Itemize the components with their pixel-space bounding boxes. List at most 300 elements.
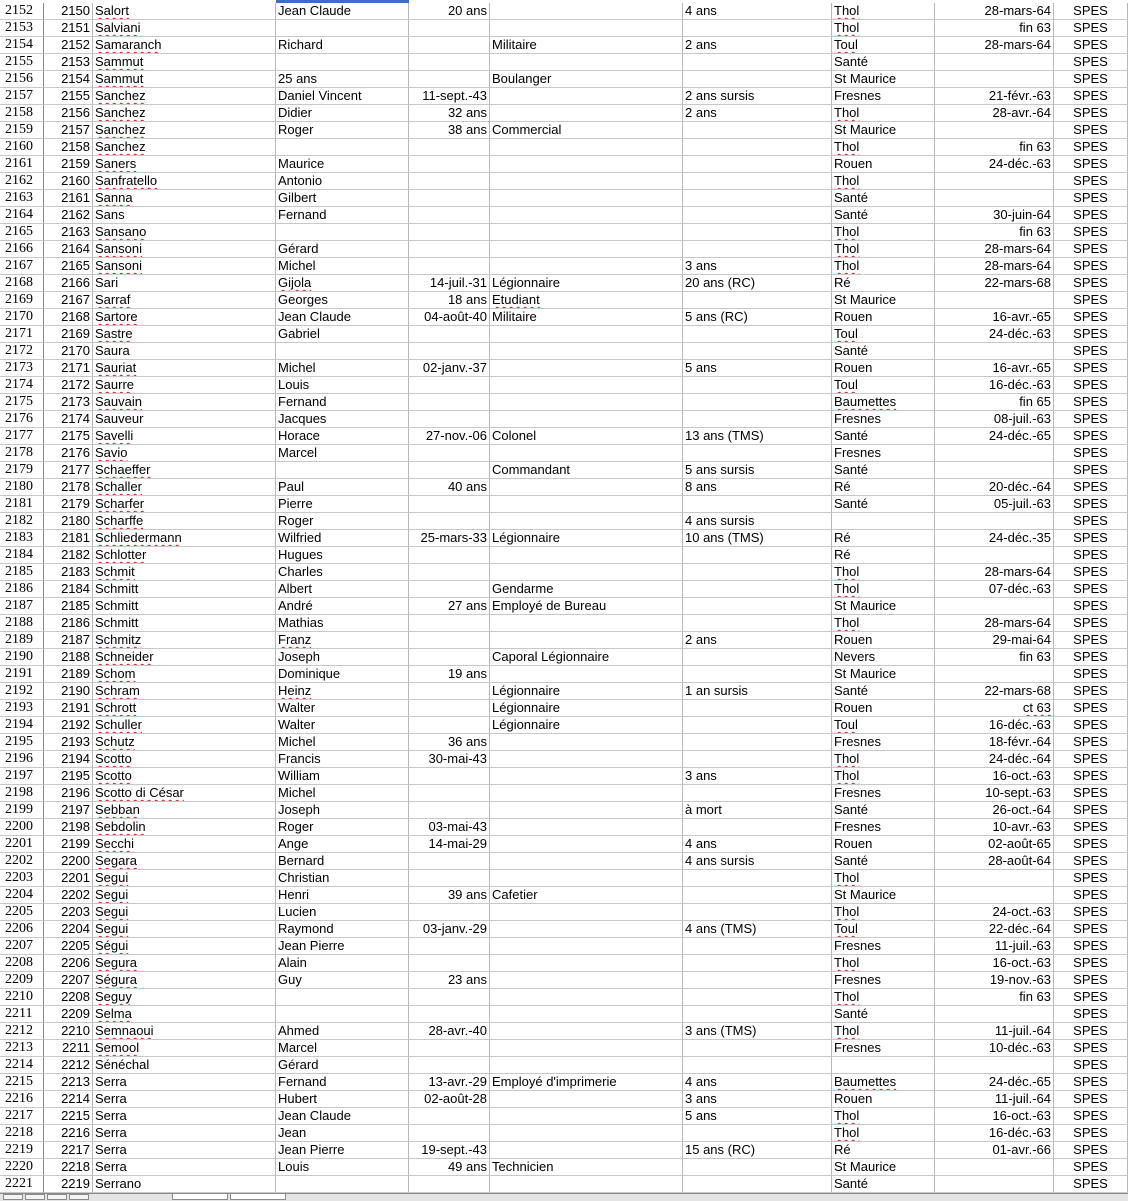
cell-sentence[interactable] xyxy=(683,513,832,530)
cell-prison[interactable] xyxy=(832,870,935,887)
cell-category[interactable] xyxy=(1054,904,1128,921)
cell-firstname[interactable] xyxy=(276,37,409,54)
cell-occupation[interactable] xyxy=(490,411,683,428)
cell-category[interactable] xyxy=(1054,615,1128,632)
cell-id[interactable] xyxy=(44,20,93,37)
cell-id[interactable] xyxy=(44,700,93,717)
cell-release-date[interactable] xyxy=(935,139,1054,156)
cell-release-date[interactable] xyxy=(935,37,1054,54)
cell-occupation[interactable] xyxy=(490,1074,683,1091)
cell-sentence[interactable] xyxy=(683,581,832,598)
cell-date[interactable] xyxy=(409,649,490,666)
cell-surname[interactable] xyxy=(93,547,276,564)
cell-category[interactable] xyxy=(1054,20,1128,37)
cell-category[interactable] xyxy=(1054,938,1128,955)
cell-date[interactable] xyxy=(409,71,490,88)
cell-firstname[interactable] xyxy=(276,921,409,938)
cell-occupation[interactable] xyxy=(490,1108,683,1125)
cell-id[interactable] xyxy=(44,275,93,292)
cell-occupation[interactable] xyxy=(490,1040,683,1057)
cell-date[interactable] xyxy=(409,496,490,513)
cell-release-date[interactable] xyxy=(935,411,1054,428)
cell-firstname[interactable] xyxy=(276,751,409,768)
cell-id[interactable] xyxy=(44,1176,93,1193)
cell-date[interactable] xyxy=(409,156,490,173)
cell-surname[interactable] xyxy=(93,1074,276,1091)
cell-id[interactable] xyxy=(44,258,93,275)
cell-id[interactable] xyxy=(44,479,93,496)
cell-firstname[interactable] xyxy=(276,428,409,445)
cell-surname[interactable] xyxy=(93,513,276,530)
cell-surname[interactable] xyxy=(93,887,276,904)
cell-release-date[interactable] xyxy=(935,88,1054,105)
cell-surname[interactable] xyxy=(93,173,276,190)
cell-surname[interactable] xyxy=(93,428,276,445)
cell-date[interactable] xyxy=(409,309,490,326)
cell-id[interactable] xyxy=(44,649,93,666)
cell-date[interactable] xyxy=(409,1108,490,1125)
cell-sentence[interactable] xyxy=(683,377,832,394)
cell-occupation[interactable] xyxy=(490,751,683,768)
cell-id[interactable] xyxy=(44,1091,93,1108)
cell-release-date[interactable] xyxy=(935,802,1054,819)
cell-occupation[interactable] xyxy=(490,1023,683,1040)
cell-occupation[interactable] xyxy=(490,904,683,921)
cell-occupation[interactable] xyxy=(490,105,683,122)
cell-prison[interactable] xyxy=(832,513,935,530)
cell-date[interactable] xyxy=(409,241,490,258)
cell-category[interactable] xyxy=(1054,955,1128,972)
cell-surname[interactable] xyxy=(93,275,276,292)
cell-prison[interactable] xyxy=(832,1023,935,1040)
cell-id[interactable] xyxy=(44,496,93,513)
cell-occupation[interactable] xyxy=(490,734,683,751)
cell-category[interactable] xyxy=(1054,1142,1128,1159)
cell-occupation[interactable] xyxy=(490,955,683,972)
cell-prison[interactable] xyxy=(832,462,935,479)
prev-sheet-button[interactable] xyxy=(25,1194,45,1200)
cell-firstname[interactable] xyxy=(276,530,409,547)
cell-id[interactable] xyxy=(44,292,93,309)
cell-occupation[interactable] xyxy=(490,1006,683,1023)
cell-firstname[interactable] xyxy=(276,173,409,190)
cell-id[interactable] xyxy=(44,615,93,632)
cell-occupation[interactable] xyxy=(490,989,683,1006)
cell-release-date[interactable] xyxy=(935,343,1054,360)
cell-surname[interactable] xyxy=(93,666,276,683)
cell-surname[interactable] xyxy=(93,921,276,938)
cell-id[interactable] xyxy=(44,955,93,972)
cell-release-date[interactable] xyxy=(935,105,1054,122)
cell-id[interactable] xyxy=(44,972,93,989)
cell-release-date[interactable] xyxy=(935,462,1054,479)
cell-category[interactable] xyxy=(1054,547,1128,564)
cell-firstname[interactable] xyxy=(276,343,409,360)
cell-surname[interactable] xyxy=(93,1142,276,1159)
cell-surname[interactable] xyxy=(93,479,276,496)
cell-category[interactable] xyxy=(1054,802,1128,819)
cell-surname[interactable] xyxy=(93,802,276,819)
cell-firstname[interactable] xyxy=(276,734,409,751)
cell-firstname[interactable] xyxy=(276,1142,409,1159)
cell-prison[interactable] xyxy=(832,1074,935,1091)
cell-date[interactable] xyxy=(409,207,490,224)
cell-id[interactable] xyxy=(44,921,93,938)
cell-release-date[interactable] xyxy=(935,360,1054,377)
cell-date[interactable] xyxy=(409,547,490,564)
cell-id[interactable] xyxy=(44,326,93,343)
cell-release-date[interactable] xyxy=(935,581,1054,598)
cell-prison[interactable] xyxy=(832,1091,935,1108)
cell-category[interactable] xyxy=(1054,71,1128,88)
cell-date[interactable] xyxy=(409,666,490,683)
cell-occupation[interactable] xyxy=(490,343,683,360)
cell-sentence[interactable] xyxy=(683,683,832,700)
cell-surname[interactable] xyxy=(93,955,276,972)
cell-prison[interactable] xyxy=(832,632,935,649)
cell-surname[interactable] xyxy=(93,3,276,20)
cell-release-date[interactable] xyxy=(935,1159,1054,1176)
cell-firstname[interactable] xyxy=(276,955,409,972)
cell-occupation[interactable] xyxy=(490,1159,683,1176)
cell-date[interactable] xyxy=(409,479,490,496)
cell-id[interactable] xyxy=(44,836,93,853)
cell-prison[interactable] xyxy=(832,445,935,462)
cell-surname[interactable] xyxy=(93,1108,276,1125)
next-sheet-button[interactable] xyxy=(47,1194,67,1200)
cell-category[interactable] xyxy=(1054,1125,1128,1142)
cell-sentence[interactable] xyxy=(683,972,832,989)
cell-firstname[interactable] xyxy=(276,632,409,649)
cell-sentence[interactable] xyxy=(683,836,832,853)
cell-release-date[interactable] xyxy=(935,904,1054,921)
cell-surname[interactable] xyxy=(93,989,276,1006)
cell-surname[interactable] xyxy=(93,190,276,207)
cell-occupation[interactable] xyxy=(490,190,683,207)
cell-sentence[interactable] xyxy=(683,904,832,921)
cell-release-date[interactable] xyxy=(935,819,1054,836)
cell-category[interactable] xyxy=(1054,428,1128,445)
cell-sentence[interactable] xyxy=(683,615,832,632)
cell-category[interactable] xyxy=(1054,190,1128,207)
cell-release-date[interactable] xyxy=(935,309,1054,326)
cell-surname[interactable] xyxy=(93,581,276,598)
cell-id[interactable] xyxy=(44,224,93,241)
cell-surname[interactable] xyxy=(93,343,276,360)
cell-surname[interactable] xyxy=(93,377,276,394)
cell-id[interactable] xyxy=(44,173,93,190)
cell-prison[interactable] xyxy=(832,1176,935,1193)
cell-occupation[interactable] xyxy=(490,1142,683,1159)
cell-firstname[interactable] xyxy=(276,666,409,683)
cell-category[interactable] xyxy=(1054,275,1128,292)
cell-release-date[interactable] xyxy=(935,292,1054,309)
cell-firstname[interactable] xyxy=(276,445,409,462)
cell-firstname[interactable] xyxy=(276,853,409,870)
cell-date[interactable] xyxy=(409,1074,490,1091)
cell-category[interactable] xyxy=(1054,649,1128,666)
cell-surname[interactable] xyxy=(93,411,276,428)
cell-sentence[interactable] xyxy=(683,666,832,683)
cell-firstname[interactable] xyxy=(276,1091,409,1108)
cell-date[interactable] xyxy=(409,377,490,394)
cell-sentence[interactable] xyxy=(683,955,832,972)
cell-surname[interactable] xyxy=(93,530,276,547)
cell-surname[interactable] xyxy=(93,870,276,887)
first-sheet-button[interactable] xyxy=(3,1194,23,1200)
cell-firstname[interactable] xyxy=(276,904,409,921)
cell-firstname[interactable] xyxy=(276,768,409,785)
cell-firstname[interactable] xyxy=(276,156,409,173)
cell-category[interactable] xyxy=(1054,921,1128,938)
cell-release-date[interactable] xyxy=(935,207,1054,224)
cell-date[interactable] xyxy=(409,632,490,649)
cell-firstname[interactable] xyxy=(276,71,409,88)
cell-sentence[interactable] xyxy=(683,938,832,955)
cell-sentence[interactable] xyxy=(683,632,832,649)
cell-occupation[interactable] xyxy=(490,377,683,394)
cell-sentence[interactable] xyxy=(683,649,832,666)
cell-date[interactable] xyxy=(409,768,490,785)
cell-category[interactable] xyxy=(1054,989,1128,1006)
cell-sentence[interactable] xyxy=(683,802,832,819)
cell-prison[interactable] xyxy=(832,1040,935,1057)
cell-surname[interactable] xyxy=(93,1006,276,1023)
cell-id[interactable] xyxy=(44,564,93,581)
cell-release-date[interactable] xyxy=(935,275,1054,292)
cell-surname[interactable] xyxy=(93,88,276,105)
cell-prison[interactable] xyxy=(832,734,935,751)
cell-id[interactable] xyxy=(44,139,93,156)
cell-release-date[interactable] xyxy=(935,921,1054,938)
cell-occupation[interactable] xyxy=(490,649,683,666)
cell-occupation[interactable] xyxy=(490,598,683,615)
cell-release-date[interactable] xyxy=(935,717,1054,734)
cell-date[interactable] xyxy=(409,445,490,462)
cell-id[interactable] xyxy=(44,819,93,836)
cell-surname[interactable] xyxy=(93,768,276,785)
cell-release-date[interactable] xyxy=(935,649,1054,666)
cell-occupation[interactable] xyxy=(490,326,683,343)
cell-prison[interactable] xyxy=(832,3,935,20)
cell-surname[interactable] xyxy=(93,309,276,326)
cell-date[interactable] xyxy=(409,802,490,819)
cell-release-date[interactable] xyxy=(935,632,1054,649)
cell-firstname[interactable] xyxy=(276,1074,409,1091)
cell-release-date[interactable] xyxy=(935,836,1054,853)
cell-firstname[interactable] xyxy=(276,377,409,394)
cell-release-date[interactable] xyxy=(935,1108,1054,1125)
cell-category[interactable] xyxy=(1054,37,1128,54)
cell-sentence[interactable] xyxy=(683,88,832,105)
cell-release-date[interactable] xyxy=(935,513,1054,530)
cell-firstname[interactable] xyxy=(276,326,409,343)
cell-prison[interactable] xyxy=(832,887,935,904)
cell-id[interactable] xyxy=(44,190,93,207)
cell-occupation[interactable] xyxy=(490,20,683,37)
cell-sentence[interactable] xyxy=(683,1142,832,1159)
cell-release-date[interactable] xyxy=(935,377,1054,394)
cell-firstname[interactable] xyxy=(276,785,409,802)
cell-occupation[interactable] xyxy=(490,547,683,564)
cell-sentence[interactable] xyxy=(683,564,832,581)
cell-id[interactable] xyxy=(44,547,93,564)
cell-firstname[interactable] xyxy=(276,802,409,819)
cell-sentence[interactable] xyxy=(683,547,832,564)
cell-firstname[interactable] xyxy=(276,700,409,717)
cell-id[interactable] xyxy=(44,428,93,445)
cell-prison[interactable] xyxy=(832,717,935,734)
cell-occupation[interactable] xyxy=(490,292,683,309)
cell-surname[interactable] xyxy=(93,445,276,462)
cell-prison[interactable] xyxy=(832,258,935,275)
cell-release-date[interactable] xyxy=(935,768,1054,785)
cell-release-date[interactable] xyxy=(935,972,1054,989)
cell-id[interactable] xyxy=(44,54,93,71)
cell-occupation[interactable] xyxy=(490,122,683,139)
cell-firstname[interactable] xyxy=(276,1108,409,1125)
cell-category[interactable] xyxy=(1054,887,1128,904)
cell-surname[interactable] xyxy=(93,649,276,666)
cell-occupation[interactable] xyxy=(490,309,683,326)
cell-date[interactable] xyxy=(409,700,490,717)
cell-category[interactable] xyxy=(1054,1057,1128,1074)
cell-date[interactable] xyxy=(409,173,490,190)
cell-date[interactable] xyxy=(409,717,490,734)
cell-firstname[interactable] xyxy=(276,1125,409,1142)
cell-date[interactable] xyxy=(409,394,490,411)
cell-surname[interactable] xyxy=(93,54,276,71)
cell-sentence[interactable] xyxy=(683,411,832,428)
cell-id[interactable] xyxy=(44,1159,93,1176)
cell-id[interactable] xyxy=(44,853,93,870)
cell-firstname[interactable] xyxy=(276,564,409,581)
cell-prison[interactable] xyxy=(832,496,935,513)
cell-id[interactable] xyxy=(44,1142,93,1159)
cell-prison[interactable] xyxy=(832,819,935,836)
cell-sentence[interactable] xyxy=(683,1125,832,1142)
cell-surname[interactable] xyxy=(93,751,276,768)
cell-id[interactable] xyxy=(44,377,93,394)
cell-release-date[interactable] xyxy=(935,751,1054,768)
cell-surname[interactable] xyxy=(93,394,276,411)
cell-category[interactable] xyxy=(1054,309,1128,326)
cell-id[interactable] xyxy=(44,309,93,326)
cell-date[interactable] xyxy=(409,20,490,37)
cell-surname[interactable] xyxy=(93,1057,276,1074)
cell-sentence[interactable] xyxy=(683,173,832,190)
cell-date[interactable] xyxy=(409,139,490,156)
cell-surname[interactable] xyxy=(93,462,276,479)
cell-date[interactable] xyxy=(409,190,490,207)
cell-prison[interactable] xyxy=(832,241,935,258)
cell-date[interactable] xyxy=(409,972,490,989)
cell-surname[interactable] xyxy=(93,717,276,734)
cell-occupation[interactable] xyxy=(490,258,683,275)
cell-category[interactable] xyxy=(1054,1074,1128,1091)
cell-date[interactable] xyxy=(409,904,490,921)
cell-occupation[interactable] xyxy=(490,207,683,224)
last-sheet-button[interactable] xyxy=(69,1194,89,1200)
cell-surname[interactable] xyxy=(93,1125,276,1142)
cell-prison[interactable] xyxy=(832,1142,935,1159)
cell-id[interactable] xyxy=(44,581,93,598)
cell-prison[interactable] xyxy=(832,326,935,343)
cell-prison[interactable] xyxy=(832,547,935,564)
cell-category[interactable] xyxy=(1054,513,1128,530)
cell-surname[interactable] xyxy=(93,360,276,377)
cell-id[interactable] xyxy=(44,462,93,479)
cell-firstname[interactable] xyxy=(276,207,409,224)
cell-sentence[interactable] xyxy=(683,989,832,1006)
cell-sentence[interactable] xyxy=(683,190,832,207)
cell-prison[interactable] xyxy=(832,1125,935,1142)
cell-firstname[interactable] xyxy=(276,836,409,853)
cell-surname[interactable] xyxy=(93,156,276,173)
cell-occupation[interactable] xyxy=(490,615,683,632)
cell-firstname[interactable] xyxy=(276,938,409,955)
cell-date[interactable] xyxy=(409,1176,490,1193)
cell-firstname[interactable] xyxy=(276,1023,409,1040)
cell-date[interactable] xyxy=(409,955,490,972)
cell-category[interactable] xyxy=(1054,139,1128,156)
cell-occupation[interactable] xyxy=(490,241,683,258)
cell-date[interactable] xyxy=(409,751,490,768)
cell-occupation[interactable] xyxy=(490,683,683,700)
cell-firstname[interactable] xyxy=(276,887,409,904)
cell-firstname[interactable] xyxy=(276,139,409,156)
cell-firstname[interactable] xyxy=(276,190,409,207)
cell-prison[interactable] xyxy=(832,343,935,360)
cell-id[interactable] xyxy=(44,105,93,122)
cell-sentence[interactable] xyxy=(683,700,832,717)
cell-id[interactable] xyxy=(44,683,93,700)
cell-prison[interactable] xyxy=(832,649,935,666)
cell-id[interactable] xyxy=(44,1125,93,1142)
cell-release-date[interactable] xyxy=(935,700,1054,717)
cell-category[interactable] xyxy=(1054,819,1128,836)
cell-category[interactable] xyxy=(1054,768,1128,785)
cell-prison[interactable] xyxy=(832,598,935,615)
cell-date[interactable] xyxy=(409,360,490,377)
cell-prison[interactable] xyxy=(832,581,935,598)
cell-release-date[interactable] xyxy=(935,1091,1054,1108)
cell-prison[interactable] xyxy=(832,768,935,785)
cell-release-date[interactable] xyxy=(935,445,1054,462)
cell-release-date[interactable] xyxy=(935,666,1054,683)
cell-occupation[interactable] xyxy=(490,445,683,462)
cell-occupation[interactable] xyxy=(490,1057,683,1074)
cell-occupation[interactable] xyxy=(490,564,683,581)
cell-category[interactable] xyxy=(1054,411,1128,428)
cell-sentence[interactable] xyxy=(683,224,832,241)
cell-id[interactable] xyxy=(44,3,93,20)
cell-sentence[interactable] xyxy=(683,1176,832,1193)
cell-firstname[interactable] xyxy=(276,275,409,292)
cell-release-date[interactable] xyxy=(935,122,1054,139)
cell-date[interactable] xyxy=(409,1091,490,1108)
cell-category[interactable] xyxy=(1054,156,1128,173)
cell-id[interactable] xyxy=(44,751,93,768)
cell-sentence[interactable] xyxy=(683,241,832,258)
cell-category[interactable] xyxy=(1054,462,1128,479)
cell-sentence[interactable] xyxy=(683,734,832,751)
cell-category[interactable] xyxy=(1054,377,1128,394)
cell-category[interactable] xyxy=(1054,581,1128,598)
cell-category[interactable] xyxy=(1054,1006,1128,1023)
cell-id[interactable] xyxy=(44,802,93,819)
cell-date[interactable] xyxy=(409,734,490,751)
